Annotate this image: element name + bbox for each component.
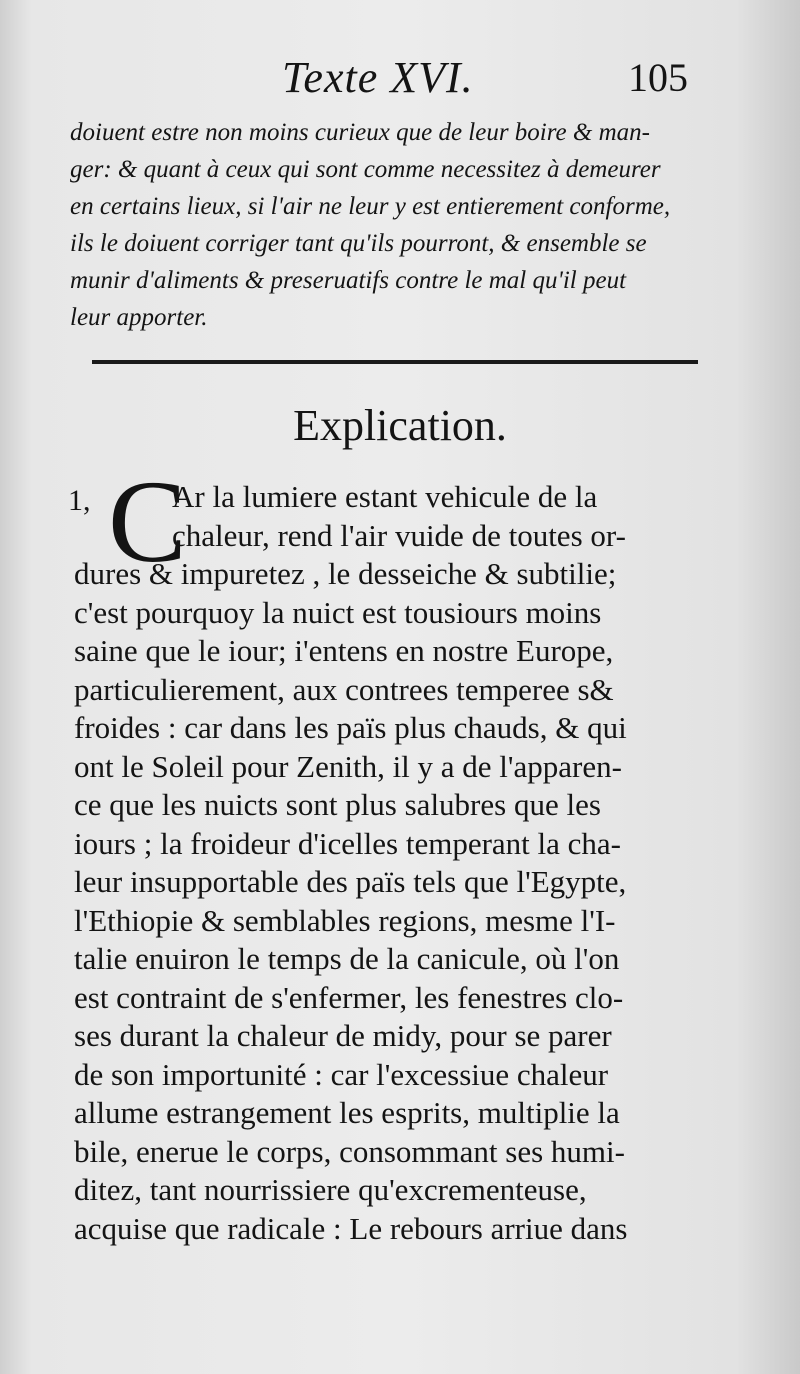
italic-text-block bbox=[70, 114, 730, 336]
text-line: ger: & quant à ceux qui sont comme necessitez à demeurer bbox=[70, 156, 661, 183]
horizontal-rule bbox=[92, 360, 698, 364]
text-line: de son importunité : car l'excessiue chaleur bbox=[74, 1056, 609, 1092]
text-line: c'est pourquoy la nuict est tousiours moins bbox=[74, 594, 602, 630]
running-title: Texte XVI. bbox=[282, 53, 474, 102]
text-line: talie enuiron le temps de la canicule, où l'on bbox=[74, 941, 620, 976]
text-line: ditez, tant nourrissiere qu'excrementeuse, bbox=[74, 1172, 587, 1207]
note-number: 1, bbox=[68, 484, 91, 517]
explication-body bbox=[68, 456, 738, 1248]
text-line: iours ; la froideur d'icelles temperant la cha- bbox=[74, 825, 621, 861]
text-line: ont le Soleil pour Zenith, il y a de l'apparen- bbox=[74, 748, 622, 784]
text-line: dures & impuretez , le desseiche & subtilie; bbox=[74, 556, 617, 591]
text-line: bile, enerue le corps, consommant ses humi- bbox=[74, 1133, 625, 1169]
text-line: doiuent estre non moins curieux que de leur boire & man- bbox=[70, 119, 650, 146]
text-line: ils le doiuent corriger tant qu'ils pourront, & ensemble se bbox=[70, 230, 647, 257]
text-line: munir d'aliments & preseruatifs contre le mal qu'il peut bbox=[70, 267, 627, 294]
page-number: 105 bbox=[628, 55, 688, 100]
text-line: particulierement, aux contrees temperee s& bbox=[74, 671, 614, 707]
text-line: leur apporter. bbox=[70, 304, 208, 331]
drop-cap: C bbox=[108, 456, 187, 587]
text-line: l'Ethiopie & semblables regions, mesme l'I- bbox=[74, 902, 616, 938]
text-line: est contraint de s'enfermer, les fenestres clo- bbox=[74, 979, 624, 1015]
text-line: ce que les nuicts sont plus salubres que les bbox=[74, 787, 601, 822]
text-line: acquise que radicale : Le rebours arriue dans bbox=[74, 1210, 628, 1246]
text-line: froides : car dans les païs plus chauds, & qui bbox=[74, 710, 627, 745]
text-line: Ar la lumiere estant vehicule de la bbox=[172, 479, 598, 514]
text-line: chaleur, rend l'air vuide de toutes or- bbox=[172, 517, 626, 553]
text-line: en certains lieux, si l'air ne leur y est entierement conforme, bbox=[70, 193, 671, 220]
section-heading: Explication. bbox=[293, 401, 507, 450]
text-line: leur insupportable des païs tels que l'Egypte, bbox=[74, 864, 627, 899]
text-line: allume estrangement les esprits, multiplie la bbox=[74, 1095, 620, 1130]
page-header bbox=[0, 52, 800, 112]
text-line: saine que le iour; i'entens en nostre Europe, bbox=[74, 633, 614, 668]
text-line: ses durant la chaleur de midy, pour se parer bbox=[74, 1018, 612, 1053]
